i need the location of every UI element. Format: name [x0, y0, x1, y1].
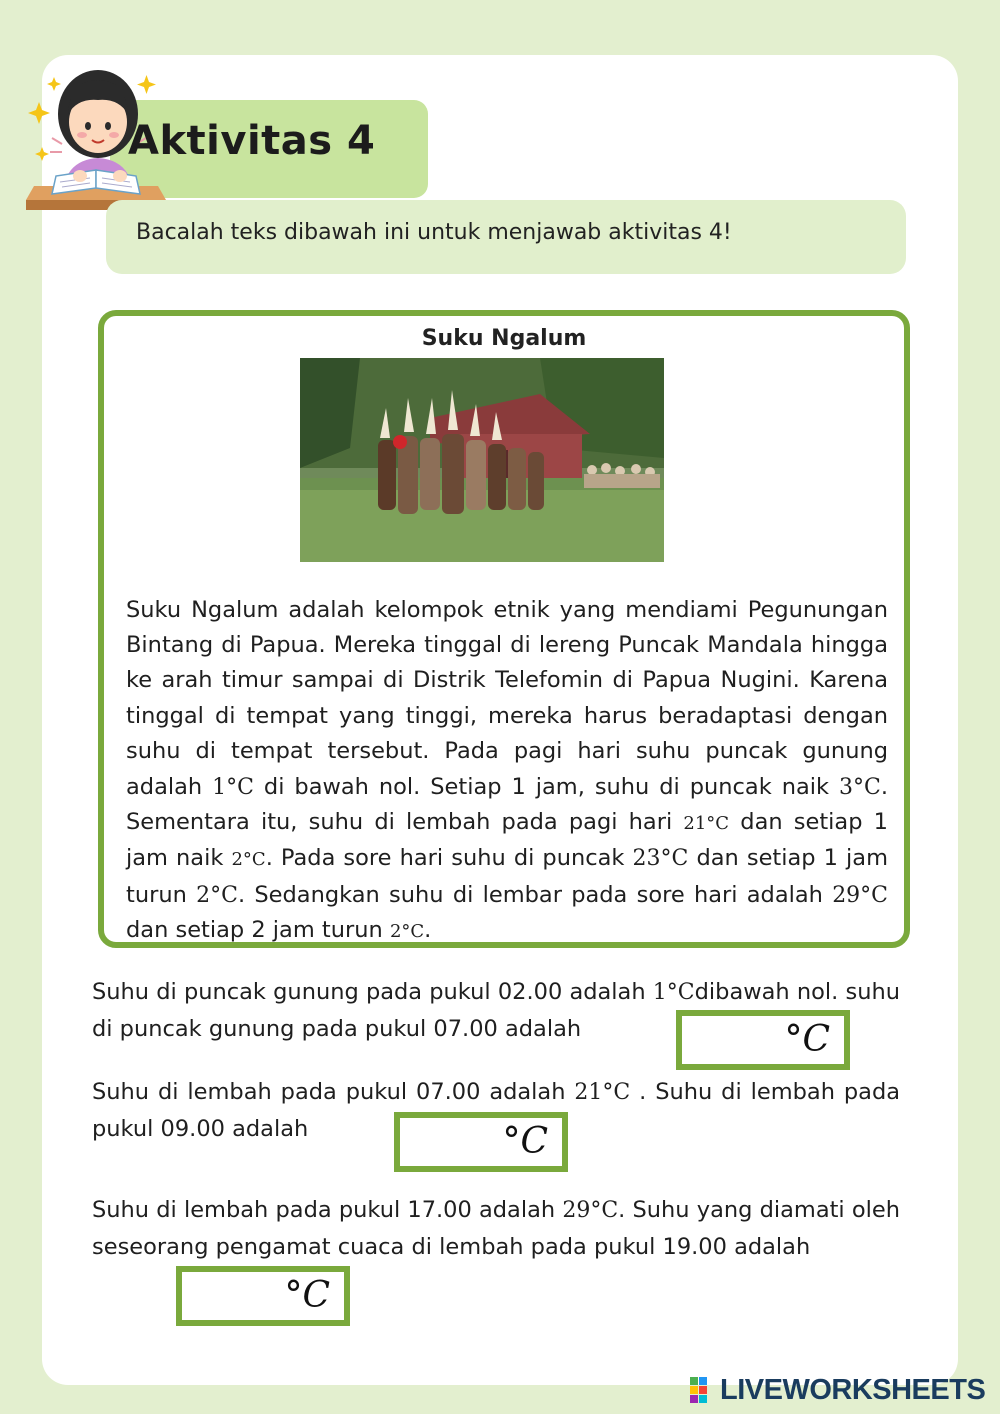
question-3-text: Suhu di lembah pada pukul 17.00 adalah 29°C. Suhu yang diamati oleh seseorang pengamat cuaca di lembah pada pukul 19.00 adalah — [92, 1197, 900, 1260]
reading-title: Suku Ngalum — [421, 326, 587, 351]
answer-input-2[interactable] — [404, 1122, 498, 1164]
answer-input-3[interactable] — [186, 1276, 280, 1318]
activity-title: Aktivitas 4 — [128, 118, 376, 164]
liveworksheets-logo-text: LIVEWORKSHEETS — [720, 1373, 986, 1406]
reading-paragraph: Suku Ngalum adalah kelompok etnik yang mendiami Pegunungan Bintang di Papua. Mereka tinggal di lereng Puncak Mandala hingga ke arah timur sampai di Distrik Telefomin di Papua Nugini. Karena tinggal di tempat yang tinggi, mereka harus beradaptasi dengan suhu di tempat tersebut. Pada pagi hari suhu puncak gunung adalah 1°C di bawah nol. Setiap 1 jam, suhu di puncak naik 3°C. Sementara itu, suhu di lembah pada pagi hari 21°C dan setiap 1 jam naik 2°C. Pada sore hari suhu di puncak 23°C dan setiap 1 jam turun 2°C. Sedangkan suhu di lembar pada sore hari adalah 29°C dan setiap 2 jam turun 2°C. — [126, 596, 889, 944]
liveworksheets-logo-icon — [690, 1377, 716, 1403]
answer-input-1[interactable] — [686, 1020, 780, 1062]
instruction-text: Bacalah teks dibawah ini untuk menjawab aktivitas 4! — [136, 220, 732, 245]
question-2-text: Suhu di lembah pada pukul 07.00 adalah 21°C . Suhu di lembah pada pukul 09.00 adalah — [92, 1079, 901, 1142]
instruction-banner — [106, 200, 906, 274]
answer-box-3[interactable] — [176, 1266, 350, 1326]
question-1-text: Suhu di puncak gunung pada pukul 02.00 adalah 1°Cdibawah nol. suhu di puncak gunung pada pukul 07.00 adalah — [92, 979, 900, 1042]
ngalum-dance-photo — [300, 358, 664, 562]
liveworksheets-logo — [690, 1373, 985, 1407]
reading-passage-box — [98, 310, 910, 948]
answer-box-2[interactable] — [394, 1112, 568, 1172]
celsius-unit-3: °C — [284, 1275, 330, 1316]
celsius-unit-2: °C — [502, 1121, 548, 1162]
celsius-unit-1: °C — [784, 1019, 830, 1060]
answer-box-1[interactable] — [676, 1010, 850, 1070]
